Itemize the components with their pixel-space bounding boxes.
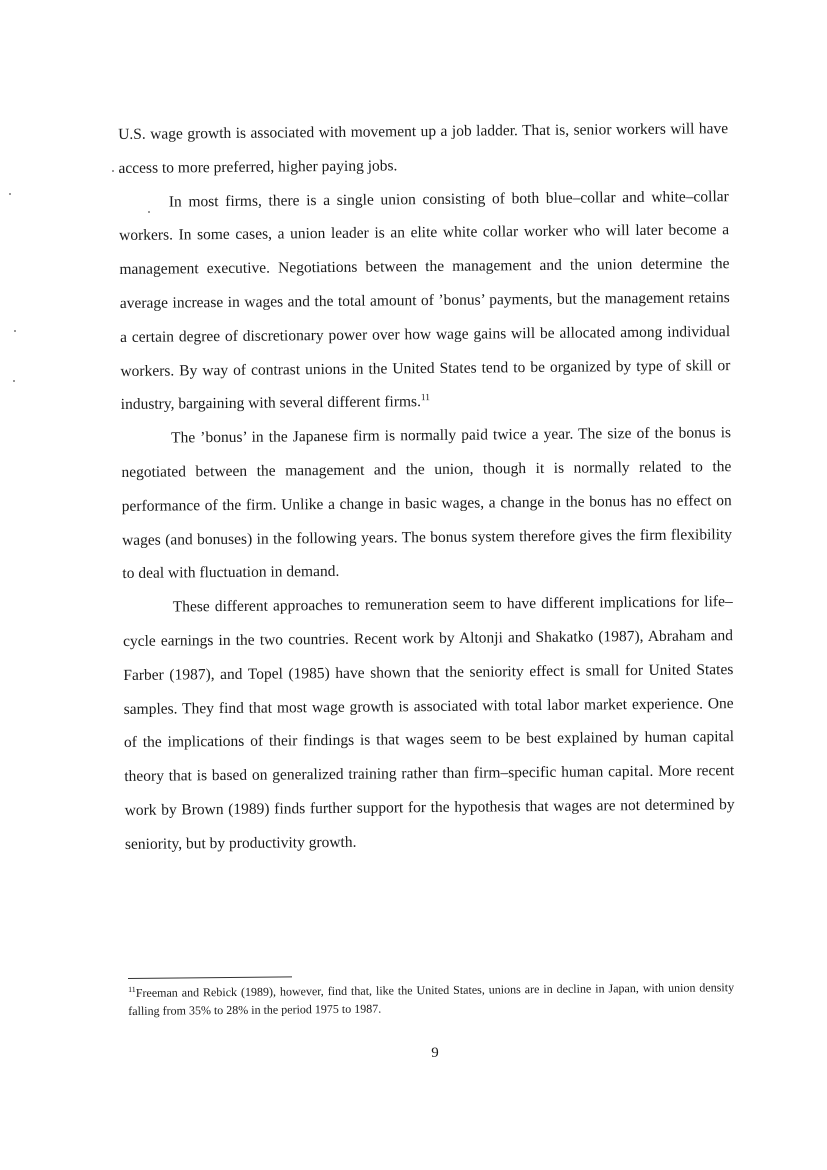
footnote (128, 978, 734, 1020)
footnote-text: Freeman and Rebick (1989), however, find that, like the United States, unions are in decline in Japan, with union density falling from 35% to 28% in the period 1975 to 1987. (128, 980, 735, 1018)
paragraph-4 (123, 585, 736, 861)
paragraph-3 (121, 416, 733, 591)
paragraph-1 (118, 112, 729, 185)
scan-speck (112, 170, 114, 172)
paragraph-3-text: The ’bonus’ in the Japanese firm is normally paid twice a year. The size of the bonus is negotiated between the management and the union, though it is normally related to the performance of the firm. Unlike a change in basic wages, a change in the bonus has no effect on wages (and bonuses) in the following years. The bonus system therefore gives the firm flexibility to deal with fluctuation in demand. (121, 424, 733, 583)
body-text (118, 112, 735, 861)
page-number: 9 (431, 1045, 439, 1061)
scan-speck (148, 211, 150, 213)
scan-speck (14, 330, 16, 332)
footnote-divider (128, 976, 292, 979)
paragraph-2 (119, 180, 731, 422)
footnote-reference: 11 (420, 393, 431, 404)
footnote-marker: 11 (128, 984, 136, 994)
paragraph-1-text: U.S. wage growth is associated with movement up a job ladder. That is, senior workers will have access to more preferred, higher paying jobs. (118, 120, 729, 177)
paragraph-4-text: These different approaches to remuneration seem to have different implications for life–cycle earnings in the two countries. Recent work by Altonji and Shakatko (1987), Abraham and Farber (1987), and Topel (1985) have shown that the seniority effect is small for United States samples. They find that most wage growth is associated with total labor market experience. One of the implications of their findings is that wages seem to be best explained by human capital theory that is based on generalized training rather than firm–specific human capital. More recent work by Brown (1989) finds further support for the hypothesis that wages are not determined by seniority, but by productivity growth. (122, 593, 735, 853)
scan-speck (13, 380, 15, 382)
paragraph-2-text: In most firms, there is a single union consisting of both blue–collar and white–collar workers. In some cases, a union leader is an elite white collar worker who will later become a management executive. Negotiations between the management and the union determine the average increase in wages and the total amount of ’bonus’ payments, but the management retains a certain degree of discretionary power over how wage gains will be allocated among individual workers. By way of contrast unions in the United States tend to be organized by type of skill or industry, bargaining with several different firms. (119, 187, 731, 414)
scan-speck (9, 193, 11, 195)
